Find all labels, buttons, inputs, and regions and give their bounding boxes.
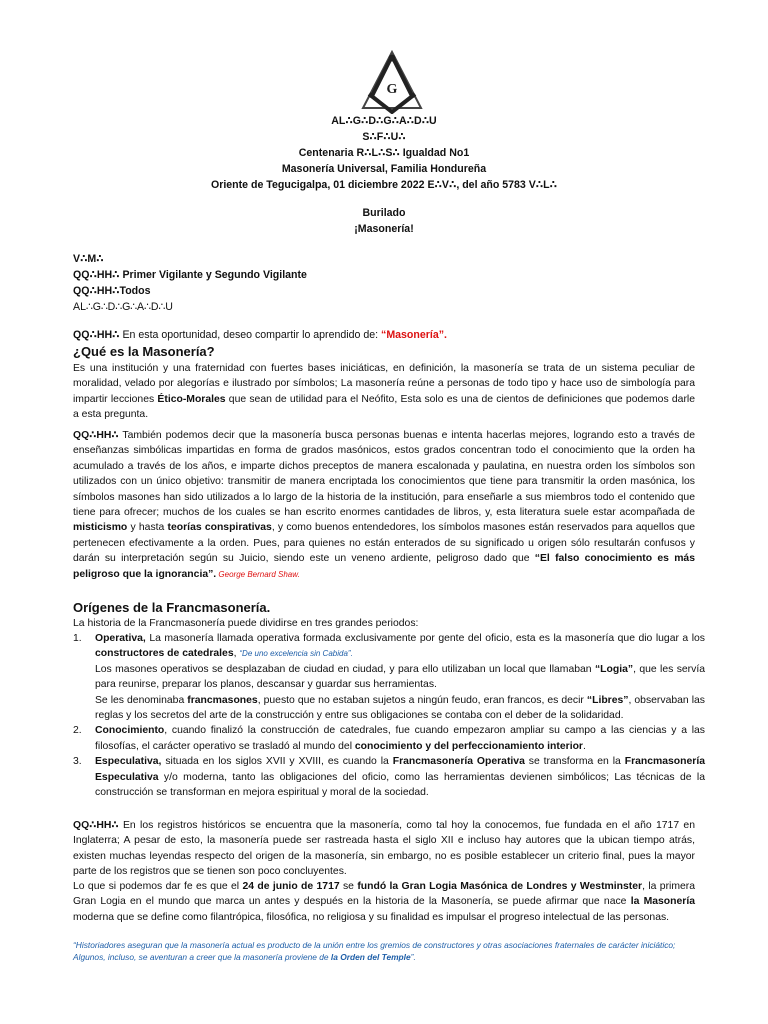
quote-bold-temple: la Orden del Temple <box>330 952 411 962</box>
item3-bold-e: Francmasonería Especulativa <box>95 756 705 783</box>
list-item <box>73 631 705 723</box>
paragraph-grand-lodge <box>73 879 695 925</box>
intro-text: En esta oportunidad, deseo compartir lo aprendido de: <box>119 329 382 341</box>
item1-text-k: , puesto que no estaban sujetos a ningún feudo, eran francos, es decir <box>257 694 587 706</box>
item2-bold-c: conocimiento y del perfeccionamiento interior <box>354 740 583 752</box>
greeting-line-3: QQ∴HH∴Todos <box>73 285 151 297</box>
item2-text-d: . <box>582 740 586 752</box>
item1-text-f: Los masones operativos se desplazaban de ciudad en ciudad, y para ello utilizaban un local que llamaban <box>95 663 595 675</box>
intro-paragraph <box>73 328 695 343</box>
item1-text-d: , <box>233 648 240 660</box>
subtitle-line-1: Burilado <box>362 207 406 219</box>
header-line-5: Oriente de Tegucigalpa, 01 diciembre 2022 E∴V∴, del año 5783 V∴L∴ <box>210 179 558 191</box>
list-item <box>73 754 705 800</box>
item1-text-b: La masonería llamada operativa formada exclusivamente por gente del oficio, esta es la masonería que dio lugar a los <box>145 633 705 644</box>
document-header <box>0 113 768 193</box>
list-item-number: 1. <box>73 633 82 644</box>
p2-bold-mysticism: misticismo <box>73 522 128 534</box>
item3-text-b: situada en los siglos XVII y XVIII, es cuando la <box>161 756 393 768</box>
paragraph-symbols <box>73 428 695 582</box>
intro-prefix: QQ∴HH∴ <box>73 329 120 341</box>
item3-text-f: y/o moderna, tanto las obligaciones del oficio, como las herramientas devienen simbólicos; Las técnicas de la construcción se transforman en mejora espiritual y moral de la sociedad. <box>95 771 705 799</box>
p4-text-a: Lo que si podemos dar fe es que el <box>73 881 243 892</box>
p2-text-a: También podemos decir que la masonería busca personas buenas e intenta hacerlas mejores, logrando esto a través de enseñanzas simbólicas impartidas en forma de grados masónicos, estos grados concentran todo el conocimiento que la orden ha acumulado a través de los años, e imparte dichos preceptos de manera escalonada y paulatina, en nuestra orden los símbolos son utilizados con un único objetivo: transmitir de manera encriptada los conocimientos que tiene para transmitir la orden masónica, los símbolos masones han sido utilizados a lo largo de la historia de la institución, para enseñarle a sus miembros todo el contenido que tiene para ofrecer; muchos de los cuales se han escrito enormes cantidades de libros, y, esta literatura suele estar acompañada de <box>73 430 695 519</box>
p1-text-a: Es una institución y una fraternidad con fuertes bases iniciáticas, en definición, la masonería se trata de un sistema peculiar de moralidad, velado por alegorías e ilustrado por símbolos; La masonería reúne a personas de todo tipo y hace uso de simbología para impartir lecciones <box>73 363 695 405</box>
p2-quote: “El falso conocimiento es más peligroso que la ignorancia”. <box>73 553 695 580</box>
item1-title: Operativa, <box>95 633 146 644</box>
item1-text-i: Se les denominaba <box>95 694 188 706</box>
greeting-block <box>73 251 307 315</box>
item1-text-h: , que les servía para reunirse, preparar los planos, descansar y guardar sus herramientas. <box>95 663 706 691</box>
header-line-4: Masonería Universal, Familia Hondureña <box>281 163 487 175</box>
p2-text-e: , y como buenos entendedores, los símbolos masones están reservados para aquellos que pertenecen efectivamente a la orden. Pues, para quienes no están enterados de su significado u origen sólo resultarán confusos y darán su interpretación según su Juicio, siendo este un veneno ardiente, peligroso dado que <box>73 522 696 565</box>
section-title-origins: Orígenes de la Francmasonería. <box>73 600 271 615</box>
list-item-number: 3. <box>73 756 82 768</box>
paragraph-history <box>73 818 695 880</box>
item1-text-m: , observaban las reglas y los secretos del arte de la construcción y entre sus obligaciones se contaba con el deber de la solidaridad. <box>95 694 705 722</box>
header-line-2: S∴F∴U∴ <box>362 131 406 143</box>
p4-bold-masoneria: la Masonería <box>630 896 695 908</box>
list-item-number: 2. <box>73 725 82 737</box>
p4-text-e: , la primera Gran Logia en el mundo que marca un antes y después en la historia de la Masonería, se puede afirmar que nace <box>73 881 696 908</box>
p4-text-c: se <box>339 881 358 892</box>
quote-text-c: ”. <box>410 952 416 962</box>
item3-text-d: se transforma en la <box>524 756 625 768</box>
p4-text-g: moderna que se define como filantrópica, filosófica, no religiosa y su finalidad es impulsar el progreso intelectual de las personas. <box>73 911 670 923</box>
item1-bold-libres: “Libres” <box>586 694 629 706</box>
p4-bold-date: 24 de junio de 1717 <box>242 881 340 892</box>
origins-intro: La historia de la Francmasonería puede dividirse en tres grandes periodos: <box>73 618 419 629</box>
item1-note: “De uno excelencia sin Cabida”. <box>239 649 353 659</box>
greeting-line-1: V∴M∴ <box>73 253 104 265</box>
item1-bold-logia: “Logia” <box>594 663 634 675</box>
document-subtitle <box>0 205 768 237</box>
header-line-3: Centenaria R∴L∴S∴ Igualdad No1 <box>298 147 470 159</box>
list-item <box>73 723 705 754</box>
periods-list <box>73 631 705 800</box>
item2-text-b: , cuando finalizó la construcción de catedrales, fue cuando empezaron ampliar su campo a las ciencias y a las filosofías, el carácter operativo se trasladó al mundo del <box>95 725 705 752</box>
quote-author: George Bernard Shaw. <box>216 569 300 579</box>
header-line-1: AL∴G∴D∴G∴A∴D∴U <box>331 115 437 127</box>
item2-title: Conocimiento <box>95 725 165 737</box>
p3-prefix: QQ∴HH∴ <box>73 820 119 831</box>
p4-bold-lodge: fundó la Gran Logia Masónica de Londres y Westminster <box>357 881 643 892</box>
p3-text: En los registros históricos se encuentra que la masonería, como tal hoy la conocemos, fue fundada en el año 1717 en Inglaterra; A pesar de esto, la masonería puede ser rastreada hasta el siglo XII e incluso hay autores que la ubican tiempo atrás, existen muchas leyendas respecto del origen de la masonería, sin embargo, no es posible establecer un criterio final, pues la mayor parte de los registros que se tienen son poco concluyentes. <box>73 820 695 878</box>
item3-title: Especulativa, <box>95 756 162 768</box>
p2-bold-conspiracy: teorías conspirativas <box>167 522 272 534</box>
greeting-line-2: QQ∴HH∴ Primer Vigilante y Segundo Vigilante <box>73 269 307 281</box>
section-title-what-is: ¿Qué es la Masonería? <box>73 344 215 359</box>
p2-prefix: QQ∴HH∴ <box>73 430 119 441</box>
svg-text:G: G <box>386 82 398 97</box>
greeting-line-4: AL∴G∴D∴G∴A∴D∴U <box>73 301 173 313</box>
p2-text-c: y hasta <box>127 522 168 534</box>
paragraph-definition <box>73 361 695 423</box>
historians-quote <box>73 939 703 963</box>
square-and-compass-icon <box>359 50 425 114</box>
subtitle-line-2: ¡Masonería! <box>354 223 414 235</box>
p1-text-c: que sean de utilidad para el Neófito, Esta solo es una de cientos de definiciones que podemos darle a esta pregunta. <box>73 393 695 421</box>
intro-topic: “Masonería”. <box>381 329 447 341</box>
item1-bold-c: constructores de catedrales <box>95 648 234 660</box>
quote-text-a: “Historiadores aseguran que la masonería actual es producto de la unión entre los gremios de constructores y otras asociaciones fraternales de carácter iniciático; Algunos, incluso, se aventuran a creer que la masonería proviene de <box>73 940 676 962</box>
item3-bold-c: Francmasonería Operativa <box>392 756 525 768</box>
p1-bold: Ético-Morales <box>157 393 226 405</box>
item1-bold-francmasones: francmasones <box>187 694 258 706</box>
